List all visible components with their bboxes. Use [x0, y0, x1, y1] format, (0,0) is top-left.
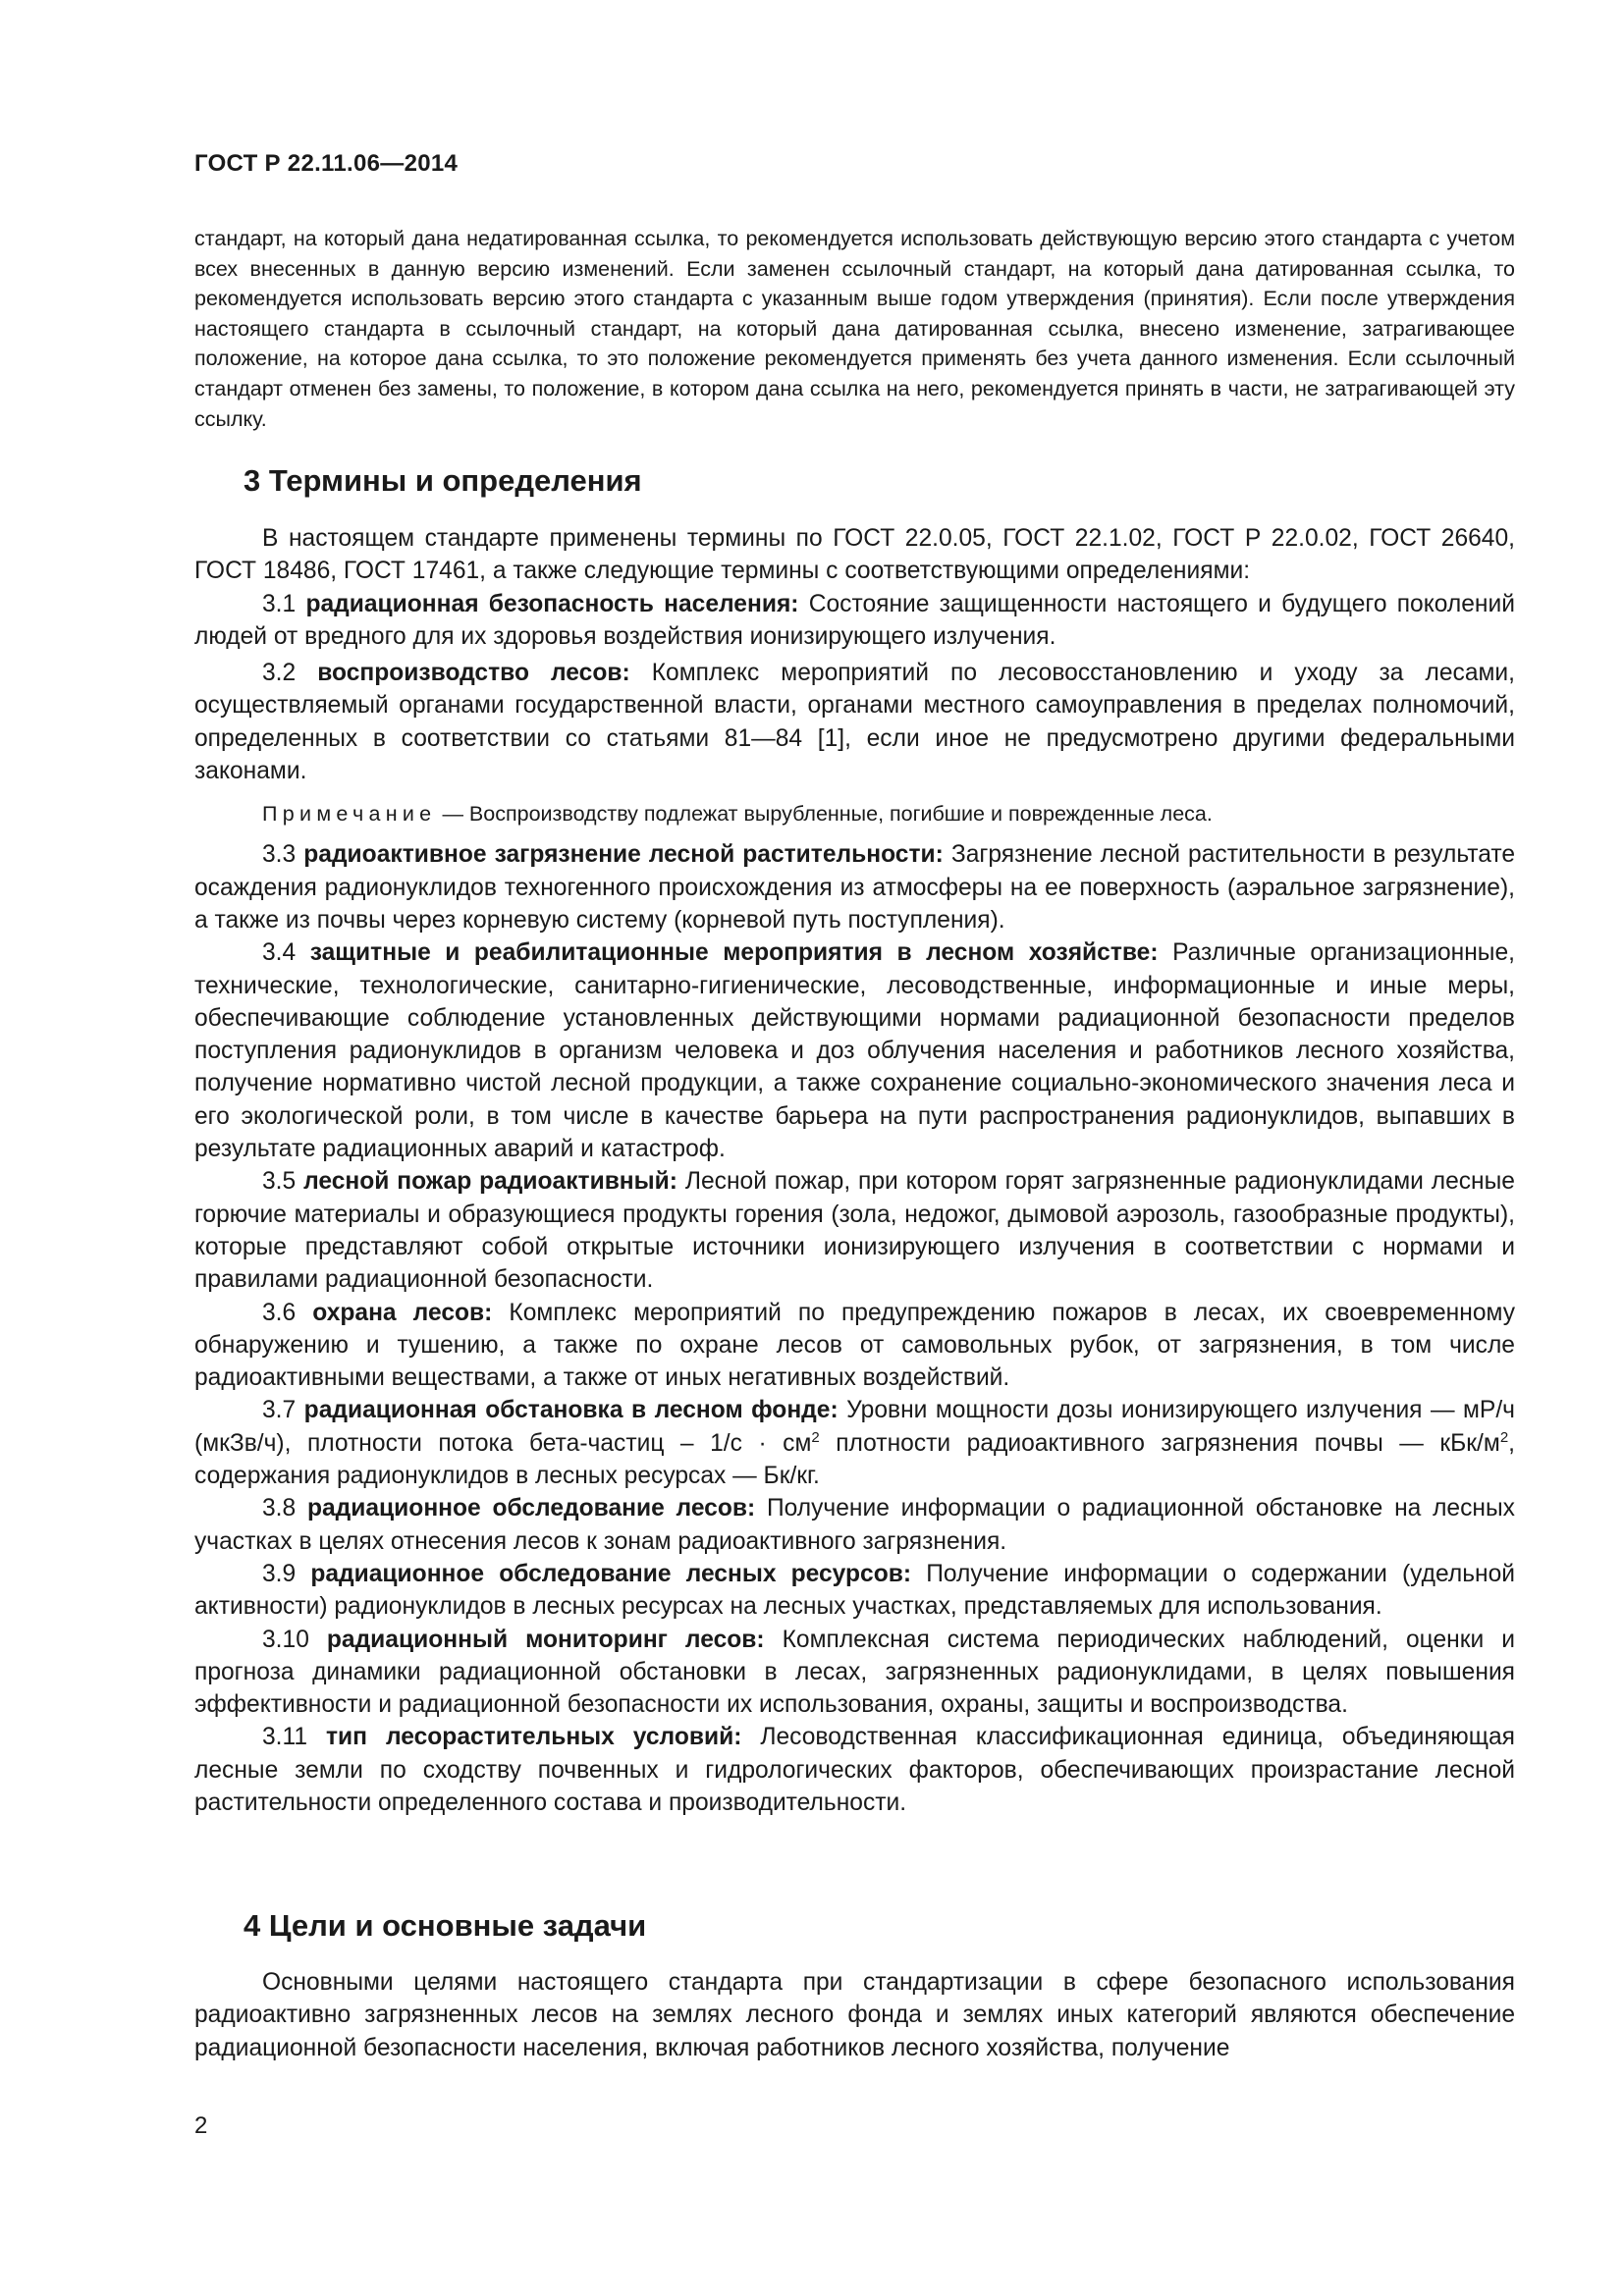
document-header: ГОСТ Р 22.11.06—2014 [194, 150, 459, 177]
section-3-heading: 3 Термины и определения [244, 463, 642, 498]
term-number: 3.4 [262, 939, 297, 967]
superscript: 2 [811, 1428, 820, 1446]
term-3-5 [194, 1165, 1515, 1296]
term-definition-part-b: плотности радиоактивного загрязнения почвы — кБк/м [819, 1429, 1500, 1457]
term-title: радиационное обследование лесов: [306, 1495, 756, 1522]
term-3-8 [194, 1492, 1515, 1558]
term-3-2 [194, 657, 1515, 787]
section-4 [194, 1904, 1515, 2064]
term-definition: Лесоводственная классификационная единица, объединяющая лесные земли по сходству почвенных и гидрологических факторов, обеспечивающих произрастание лесной растительности определенного состава и производительности. [194, 1724, 1515, 1816]
term-definition-part-c: , содержания радионуклидов в лесных ресурсах — Бк/кг. [194, 1429, 1515, 1490]
term-title: защитные и реабилитационные мероприятия в лесном хозяйстве: [309, 939, 1159, 967]
term-number: 3.8 [262, 1495, 297, 1522]
term-title: воспроизводство лесов: [317, 660, 630, 687]
term-title: лесной пожар радиоактивный: [303, 1168, 677, 1196]
term-number: 3.7 [262, 1397, 297, 1424]
preamble-paragraph: стандарт, на который дана недатированная ссылка, то рекомендуется использовать действующую версию этого стандарта с учетом всех внесенных в данную версию изменений. Если заменен ссылочный стандарт, на который дана датированная ссылка, то рекомендуется использовать версию этого стандарта с указанным выше годом утверждения (принятия). Если после утверждения настоящего стандарта в ссылочный стандарт, на который дана датированная ссылка, внесено изменение, затрагивающее положение, на которое дана ссылка, то это положение рекомендуется применять без учета данного изменения. Если ссылочный стандарт отменен без замены, то положение, в котором дана ссылка на него, рекомендуется принять в части, не затрагивающей эту ссылку. [194, 227, 1515, 431]
term-definition: Комплекс мероприятий по предупреждению пожаров в лесах, их своевременному обнаружению и тушению, а также по охране лесов от самовольных рубок, от загрязнения, в том числе радиоактивными веществами, а также от иных негативных воздействий. [194, 1299, 1515, 1392]
note-paragraph [194, 799, 1515, 828]
term-title: радиационное обследование лесных ресурсов: [310, 1560, 912, 1587]
term-definition: Комплекс мероприятий по лесовосстановлению и уходу за лесами, осуществляемый органами государственной власти, органами местного самоуправления в пределах полномочий, определенных в соответствии со статьями 81—84 [1], если иное не предусмотрено другими федеральными законами. [194, 660, 1515, 785]
term-number: 3.10 [262, 1626, 309, 1653]
page-number: 2 [194, 2112, 208, 2139]
term-definition: Загрязнение лесной растительности в результате осаждения радионуклидов техногенного происхождения из атмосферы на ее поверхность (аэральное загрязнение), а также из почвы через корневую систему (корневой путь поступления). [194, 841, 1516, 934]
term-title: радиационная безопасность населения: [305, 590, 799, 617]
note-text: Воспроизводству подлежат вырубленные, погибшие и поврежденные леса. [468, 802, 1213, 827]
section-3 [194, 459, 1515, 1819]
term-title: радиоактивное загрязнение лесной растительности: [303, 841, 944, 869]
term-3-7 [194, 1394, 1515, 1492]
term-number: 3.5 [262, 1168, 297, 1196]
term-3-1 [194, 588, 1515, 654]
term-definition: Лесной пожар, при котором горят загрязненные радионуклидами лесные горючие материалы и образующиеся продукты горения (зола, недожог, дымовой аэрозоль, газообразные продукты), которые представляют собой открытые источники ионизирующего излучения в соответствии с нормами и правилами радиационной безопасности. [194, 1168, 1515, 1294]
section-3-intro: В настоящем стандарте применены термины по ГОСТ 22.0.05, ГОСТ 22.1.02, ГОСТ Р 22.0.02, ГОСТ 26640, ГОСТ 18486, ГОСТ 17461, а также следующие термины с соответствующими определениями: [194, 525, 1515, 585]
term-3-9 [194, 1558, 1515, 1624]
term-3-6 [194, 1297, 1515, 1395]
term-title: тип лесорастительных условий: [326, 1724, 742, 1751]
term-3-11 [194, 1721, 1515, 1819]
term-3-3 [194, 838, 1515, 936]
term-number: 3.2 [262, 660, 297, 687]
term-3-10 [194, 1624, 1515, 1722]
term-definition: Получение информации о содержании (удельной активности) радионуклидов в лесных ресурсах на лесных участках, представляемых для использования. [194, 1560, 1515, 1621]
term-number: 3.9 [262, 1560, 297, 1587]
term-3-4 [194, 936, 1515, 1165]
note-dash: — [442, 802, 463, 827]
term-definition: Состояние защищенности настоящего и будущего поколений людей от вредного для их здоровья воздействия ионизирующего излучения. [194, 590, 1515, 650]
term-definition: Комплексная система периодических наблюдений, оценки и прогноза динамики радиационной обстановки в лесах, загрязненных радионуклидами, в целях повышения эффективности и радиационной безопасности их использования, охраны, защиты и воспроизводства. [194, 1626, 1515, 1719]
section-4-paragraph: Основными целями настоящего стандарта при стандартизации в сфере безопасного использования радиоактивно загрязненных лесов на землях лесного фонда и землях иных категорий являются обеспечение радиационной безопасности населения, включая работников лесного хозяйства, получение [194, 1969, 1515, 2061]
term-definition: Различные организационные, технические, технологические, санитарно-гигиенические, лесоводственные, информационные и иные меры, обеспечивающие соблюдение установленных действующими нормами радиационной безопасности пределов поступления радионуклидов в организм человека и доз облучения населения и работников лесного хозяйства, получение нормативно чистой лесной продукции, а также сохранение социально-экономического значения леса и его экологической роли, в том числе в качестве барьера на пути распространения радионуклидов, выпавших в результате радиационных аварий и катастроф. [194, 939, 1515, 1163]
term-title: охрана лесов: [312, 1299, 493, 1326]
term-number: 3.3 [262, 841, 297, 869]
note-label: Примечание [262, 802, 437, 827]
term-definition-part-a: Уровни мощности дозы ионизирующего излучения — мР/ч (мкЗв/ч), плотности потока бета-частиц – 1/с · см [194, 1397, 1515, 1457]
term-number: 3.11 [262, 1724, 308, 1751]
section-4-heading: 4 Цели и основные задачи [244, 1908, 647, 1943]
term-number: 3.1 [262, 590, 297, 617]
superscript: 2 [1499, 1428, 1509, 1446]
term-title: радиационный мониторинг лесов: [326, 1626, 765, 1653]
term-number: 3.6 [262, 1299, 297, 1326]
term-definition: Получение информации о радиационной обстановке на лесных участках в целях отнесения лесов к зонам радиоактивного загрязнения. [194, 1495, 1515, 1555]
term-title: радиационная обстановка в лесном фонде: [303, 1397, 839, 1424]
